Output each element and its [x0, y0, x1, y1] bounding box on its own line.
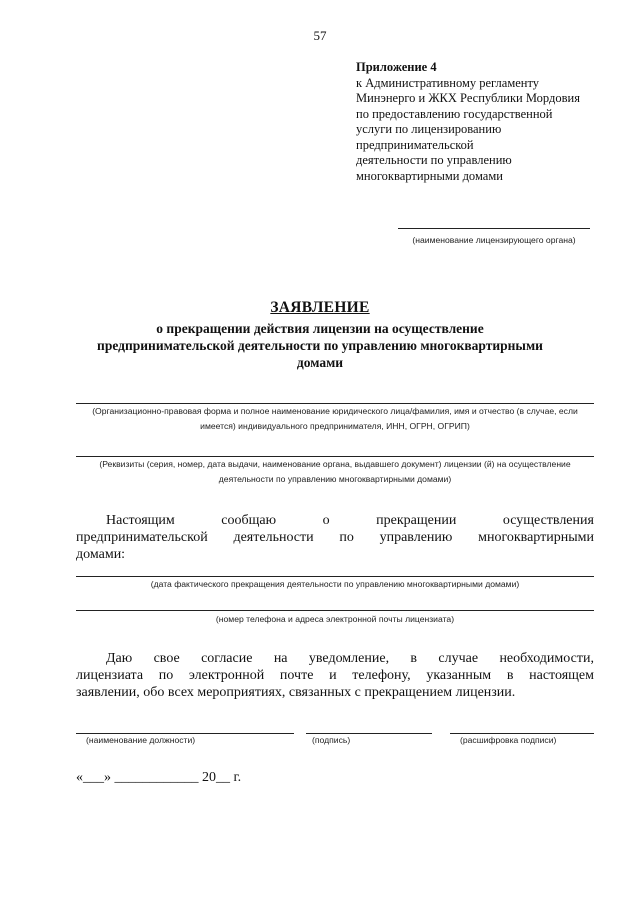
- word: случае: [438, 651, 479, 666]
- contacts-caption: (номер телефона и адреса электронной почты лицензиата): [215, 614, 455, 624]
- word: осуществления: [502, 513, 594, 528]
- authority-caption: (наименование лицензирующего органа): [412, 235, 576, 245]
- word: указанным: [426, 668, 492, 683]
- word: согласие: [201, 651, 253, 666]
- contacts-field-line[interactable]: [76, 610, 594, 611]
- word: свое: [153, 651, 180, 666]
- word: по: [339, 530, 354, 545]
- appendix-title: Приложение 4: [356, 60, 437, 74]
- word: Даю: [106, 651, 133, 666]
- word: на: [273, 651, 288, 666]
- word: лицензиата: [76, 668, 144, 683]
- word: почте: [279, 668, 314, 683]
- word: в: [410, 651, 418, 666]
- applicant-caption-line2: имеется) индивидуального предпринимателя, ИНН, ОГРН, ОГРИП): [200, 421, 470, 431]
- license-caption-line1: (Реквизиты (серия, номер, дата выдачи, наименование органа, выдавшего документ) лицензии (й) на осуществление: [99, 459, 571, 469]
- appendix-line: по предоставлению государственной: [356, 106, 553, 121]
- signature-caption: (подпись): [312, 735, 351, 745]
- page-number: 57: [313, 28, 327, 43]
- word: многоквартирными: [478, 530, 594, 545]
- applicant-field-line[interactable]: [76, 403, 594, 404]
- consent-line-1: [76, 650, 594, 667]
- word: электронной: [188, 668, 265, 683]
- authority-field-line[interactable]: [398, 228, 590, 229]
- name-field-line[interactable]: [450, 733, 594, 734]
- consent-paragraph: [76, 650, 594, 701]
- word: о: [322, 513, 330, 528]
- word: и: [329, 668, 337, 683]
- position-field-line[interactable]: [76, 733, 294, 734]
- appendix-line: предпринимательской: [356, 137, 474, 152]
- word: уведомление,: [308, 651, 390, 666]
- date-field[interactable]: «___» ____________ 20__ г.: [76, 770, 242, 785]
- word: Настоящим: [106, 513, 175, 528]
- word: по: [158, 668, 174, 683]
- word: деятельности: [233, 530, 314, 545]
- subtitle-line: предпринимательской деятельности по управлению многоквартирными: [97, 338, 543, 353]
- appendix-line: Минэнерго и ЖКХ Республики Мордовия: [356, 91, 580, 105]
- license-caption-line2: деятельности по управлению многоквартирными домами): [218, 474, 452, 484]
- word: в: [506, 668, 514, 683]
- appendix-line: многоквартирными домами: [356, 168, 503, 183]
- word: прекращении: [376, 513, 457, 528]
- consent-line-3: заявлении, обо всех мероприятиях, связанных с прекращением лицензии.: [76, 685, 516, 700]
- subtitle-line: о прекращении действия лицензии на осуществление: [156, 321, 484, 336]
- word: телефону,: [352, 668, 411, 683]
- word: предпринимательской: [76, 530, 208, 545]
- stop-date-field-line[interactable]: [76, 576, 594, 577]
- notice-line-1: [76, 512, 594, 529]
- appendix-line: услуги по лицензированию: [356, 122, 502, 136]
- word: необходимости,: [499, 651, 594, 666]
- subtitle-line: домами: [296, 355, 344, 370]
- notice-paragraph: [76, 512, 594, 563]
- stop-date-caption: (дата фактического прекращения деятельности по управлению многоквартирными домами): [150, 579, 520, 589]
- applicant-caption-line1: (Организационно-правовая форма и полное наименование юридического лица/фамилия, имя и отчество (в случае, если: [92, 406, 578, 416]
- license-field-line[interactable]: [76, 456, 594, 457]
- position-caption: (наименование должности): [86, 735, 196, 745]
- signature-field-line[interactable]: [306, 733, 432, 734]
- consent-line-2: [76, 667, 594, 684]
- appendix-line: деятельности по управлению: [356, 153, 512, 167]
- notice-line-2: [76, 529, 594, 546]
- word: настоящем: [529, 668, 594, 683]
- document-title: ЗАЯВЛЕНИЕ: [270, 299, 370, 316]
- document-subtitle: [60, 320, 580, 371]
- notice-line-3: домами:: [76, 547, 126, 562]
- name-caption: (расшифровка подписи): [460, 735, 557, 745]
- word: управлению: [379, 530, 453, 545]
- appendix-block: [356, 60, 616, 184]
- appendix-line: к Административному регламенту: [356, 75, 540, 90]
- word: сообщаю: [221, 513, 277, 528]
